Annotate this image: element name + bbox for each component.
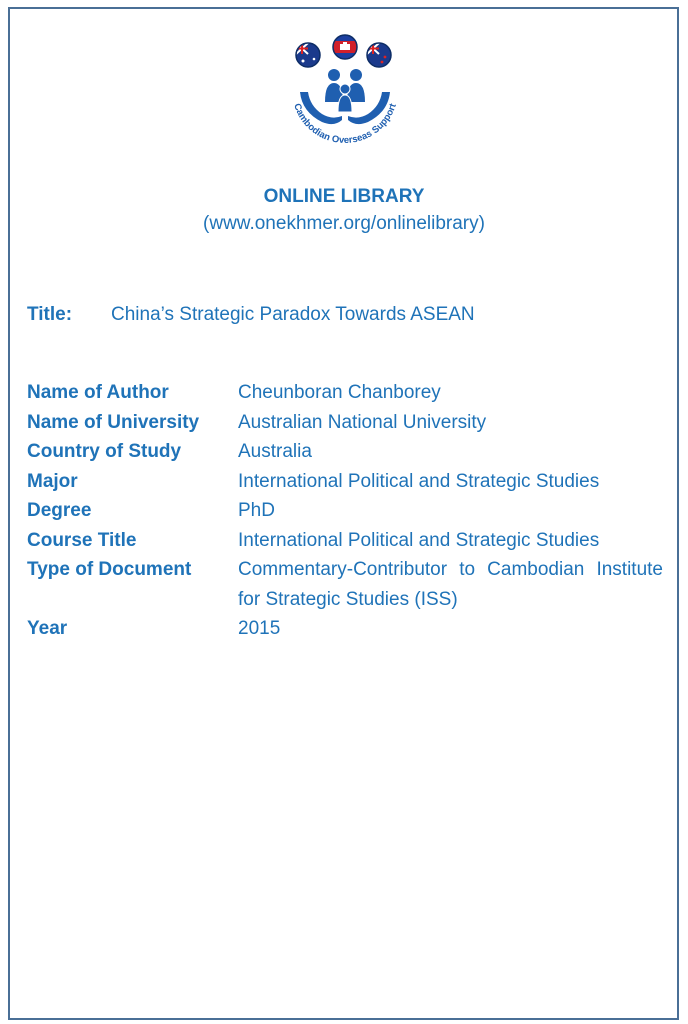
detail-label: Year <box>27 618 68 639</box>
detail-value: PhD <box>238 500 275 521</box>
detail-label: Type of Document <box>27 559 192 580</box>
detail-row-course-title <box>27 526 663 556</box>
detail-label: Name of Author <box>27 382 169 403</box>
detail-row-country <box>27 437 663 467</box>
detail-label: Course Title <box>27 529 137 551</box>
library-heading: ONLINE LIBRARY <box>263 186 425 207</box>
detail-value: Cheunboran Chanborey <box>238 382 441 403</box>
detail-value: International Political and Strategic Studies <box>238 470 600 492</box>
document-details <box>27 378 663 644</box>
detail-label: Name of University <box>27 411 200 433</box>
title-label: Title: <box>27 304 73 325</box>
detail-row-year <box>27 614 663 644</box>
detail-label: Major <box>27 470 78 492</box>
detail-row-major <box>27 467 663 497</box>
detail-value: Commentary-Contributor to Cambodian Institute for Strategic Studies (ISS) <box>238 559 663 610</box>
detail-row-university <box>27 408 663 438</box>
detail-value: International Political and Strategic Studies <box>238 529 600 551</box>
detail-value: 2015 <box>238 618 281 639</box>
detail-row-author <box>27 378 663 408</box>
detail-value: Australia <box>238 441 312 462</box>
title-value: China’s Strategic Paradox Towards ASEAN <box>111 304 475 325</box>
cambodian-overseas-support-logo <box>278 30 412 170</box>
detail-row-degree <box>27 496 663 526</box>
logo-ring-text: Cambodian Overseas Support <box>291 102 399 147</box>
library-url: (www.onekhmer.org/onlinelibrary) <box>203 213 485 234</box>
detail-label: Country of Study <box>27 441 182 462</box>
detail-row-document-type <box>27 555 663 614</box>
family-icon <box>325 69 365 112</box>
detail-label: Degree <box>27 500 92 521</box>
detail-value: Australian National University <box>238 411 487 433</box>
